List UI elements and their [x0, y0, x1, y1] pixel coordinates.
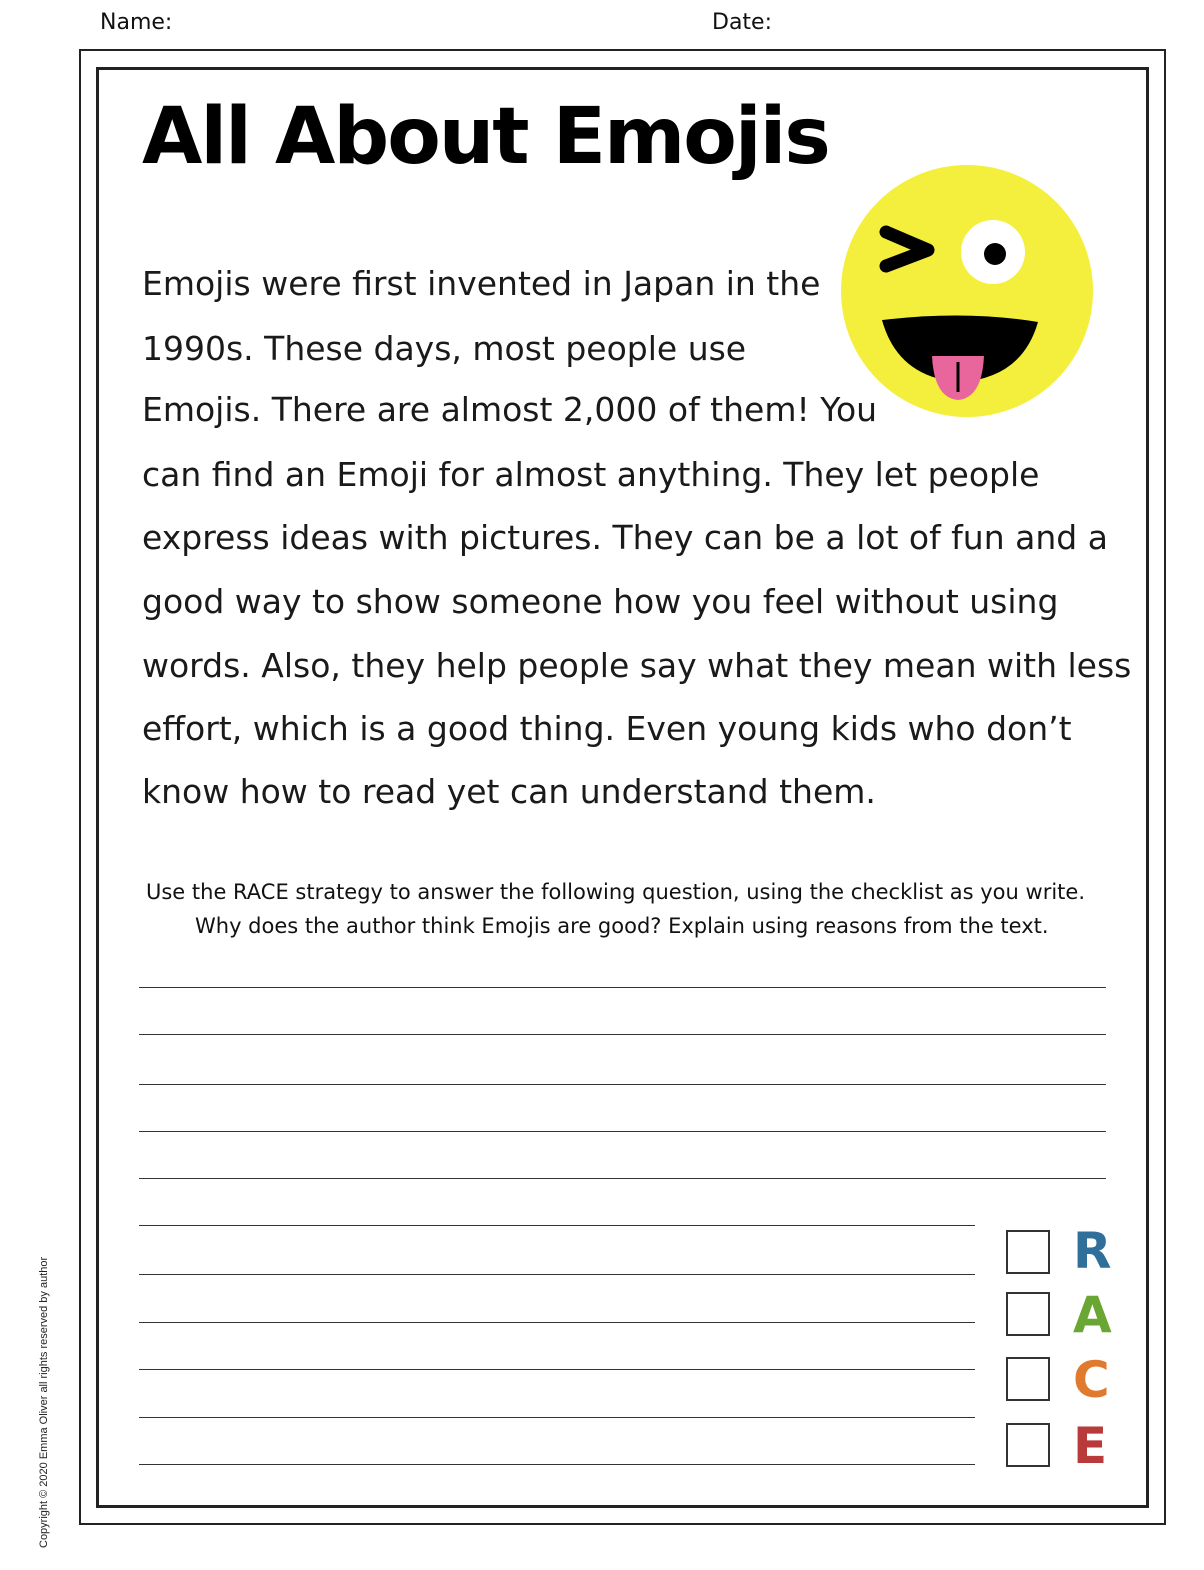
answer-line[interactable] [139, 1369, 975, 1370]
checklist-checkbox-e[interactable] [1006, 1423, 1050, 1467]
passage-line: good way to show someone how you feel without using [142, 582, 1059, 621]
date-label: Date: [712, 10, 772, 35]
answer-line[interactable] [139, 1178, 1106, 1179]
checklist-checkbox-r[interactable] [1006, 1230, 1050, 1274]
checklist-checkbox-a[interactable] [1006, 1292, 1050, 1336]
race-letter-c: C [1073, 1351, 1110, 1409]
answer-line[interactable] [139, 1034, 1106, 1035]
name-label: Name: [100, 10, 173, 35]
answer-line[interactable] [139, 1225, 975, 1226]
answer-line[interactable] [139, 1464, 975, 1465]
answer-line[interactable] [139, 987, 1106, 988]
answer-line[interactable] [139, 1417, 975, 1418]
worksheet-title: All About Emojis [142, 92, 829, 182]
passage-line: Emojis. There are almost 2,000 of them! You [142, 390, 878, 429]
passage-line: express ideas with pictures. They can be a lot of fun and a [142, 518, 1108, 557]
passage-line: know how to read yet can understand them. [142, 772, 876, 811]
answer-line[interactable] [139, 1084, 1106, 1085]
passage-line: effort, which is a good thing. Even young kids who don’t [142, 709, 1072, 748]
passage-line: 1990s. These days, most people use [142, 329, 747, 368]
checklist-checkbox-c[interactable] [1006, 1357, 1050, 1401]
race-letter-e: E [1073, 1417, 1108, 1475]
passage-line: words. Also, they help people say what they mean with less [142, 646, 1132, 685]
answer-line[interactable] [139, 1131, 1106, 1132]
winking-face-with-tongue-icon [836, 160, 1098, 422]
answer-line[interactable] [139, 1322, 975, 1323]
prompt-question: Why does the author think Emojis are good? Explain using reasons from the text. [195, 914, 1049, 938]
race-letter-r: R [1073, 1222, 1112, 1280]
answer-line[interactable] [139, 1274, 975, 1275]
copyright-notice: Copyright © 2020 Emma Oliver all rights reserved by author [38, 1256, 50, 1548]
passage-line: Emojis were first invented in Japan in the [142, 264, 821, 303]
passage-line: can find an Emoji for almost anything. They let people [142, 455, 1040, 494]
race-letter-a: A [1073, 1286, 1112, 1344]
prompt-instruction: Use the RACE strategy to answer the following question, using the checklist as you write. [146, 880, 1085, 904]
